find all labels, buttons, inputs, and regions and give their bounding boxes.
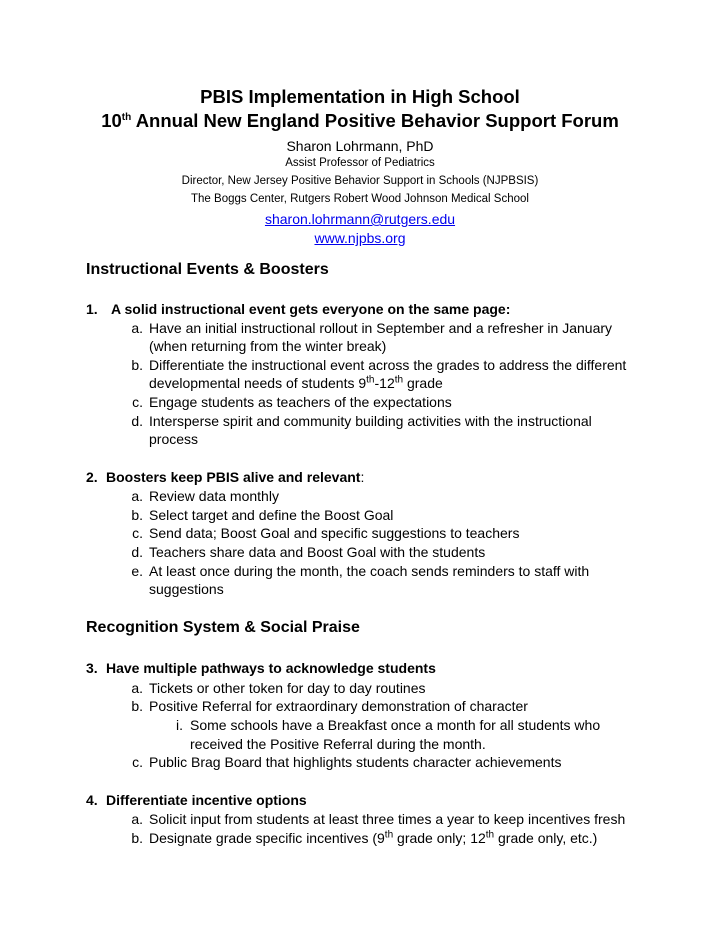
item-1b-line1: Differentiate the instructional event across the grades to address the different [149,357,627,373]
item-2c-text: Send data; Boost Goal and specific suggestions to teachers [149,525,520,541]
item-1b-sup-2: th [394,374,404,386]
subtitle-superscript: th [121,111,132,123]
item-1a-marker: a. [131,320,143,336]
item-2c-marker: c. [132,525,143,541]
item-3bi-marker: i. [176,717,183,733]
item-1-title: A solid instructional event gets everyone on the same page: [111,301,511,317]
item-1b-text-mid: -12 [374,375,395,391]
item-4b-text [149,830,597,846]
item-2a-text: Review data monthly [149,488,279,504]
author-name: Sharon Lohrmann, PhD [286,138,434,154]
item-2-title-colon: : [360,469,365,485]
item-1b-line2 [149,375,443,391]
item-2-title-text: Boosters keep PBIS alive and relevant [106,469,361,485]
item-1b-sup-1: th [366,374,375,386]
item-3-number: 3. [86,660,98,676]
item-3a-text: Tickets or other token for day to day routines [149,680,426,696]
section-heading-recognition: Recognition System & Social Praise [86,619,360,636]
item-2b-text: Select target and define the Boost Goal [149,507,394,523]
author-role-3: The Boggs Center, Rutgers Robert Wood Johnson Medical School [191,193,529,205]
item-4a-text: Solicit input from students at least three times a year to keep incentives fresh [149,811,626,827]
item-2d-text: Teachers share data and Boost Goal with the students [149,544,486,560]
item-3-title: Have multiple pathways to acknowledge students [106,660,436,676]
item-3b-text: Positive Referral for extraordinary demonstration of character [149,698,528,714]
section-heading-instructional: Instructional Events & Boosters [86,261,329,278]
item-1c-line1: Engage students as teachers of the expectations [149,394,452,410]
subtitle-text: Annual New England Positive Behavior Support Forum [131,110,619,131]
author-role-2: Director, New Jersey Positive Behavior Support in Schools (NJPBSIS) [181,175,539,187]
item-3a-marker: a. [131,680,143,696]
item-2-number: 2. [86,469,98,485]
subtitle-number: 10 [101,110,122,131]
item-2a-marker: a. [131,488,143,504]
item-4b-marker: b. [131,830,143,846]
item-4b-text-post: grade only, etc.) [494,830,598,846]
doc-subtitle [0,110,720,132]
item-2d-marker: d. [131,544,143,560]
item-3bi-line2: received the Positive Referral during the month. [190,736,486,752]
item-1d-line1: Intersperse spirit and community building activities with the instructional [149,413,592,429]
item-2-title [106,469,364,485]
item-3bi-line1: Some schools have a Breakfast once a month for all students who [190,717,601,733]
item-1a-line1: Have an initial instructional rollout in September and a refresher in January [149,320,613,336]
item-4a-marker: a. [131,811,143,827]
item-1b-text-post: grade [403,375,443,391]
item-1c-marker: c. [132,394,143,410]
item-2b-marker: b. [131,507,143,523]
item-2e-line1: At least once during the month, the coach sends reminders to staff with [149,563,590,579]
item-4b-sup-1: th [384,829,394,841]
item-1b-text-pre: developmental needs of students 9 [149,375,367,391]
item-3c-text: Public Brag Board that highlights students character achievements [149,754,562,770]
item-3c-marker: c. [132,754,143,770]
item-1b-marker: b. [131,357,143,373]
email-link[interactable]: sharon.lohrmann@rutgers.edu [264,211,456,227]
item-1a-line2: (when returning from the winter break) [149,338,387,354]
item-1d-marker: d. [131,413,143,429]
website-link[interactable]: www.njpbs.org [314,230,406,246]
item-1d-line2: process [149,431,199,447]
website-row [0,230,720,248]
item-4b-sup-2: th [485,829,495,841]
email-row [0,211,720,229]
item-2e-marker: e. [131,563,143,579]
item-4b-text-pre: Designate grade specific incentives (9 [149,830,385,846]
item-4b-text-mid: grade only; 12 [393,830,486,846]
doc-title: PBIS Implementation in High School [200,86,520,107]
item-2e-line2: suggestions [149,581,224,597]
item-4-number: 4. [86,792,98,808]
item-1-number: 1. [86,301,98,317]
item-4-title: Differentiate incentive options [106,792,307,808]
item-3b-marker: b. [131,698,143,714]
author-role-1: Assist Professor of Pediatrics [285,157,435,169]
